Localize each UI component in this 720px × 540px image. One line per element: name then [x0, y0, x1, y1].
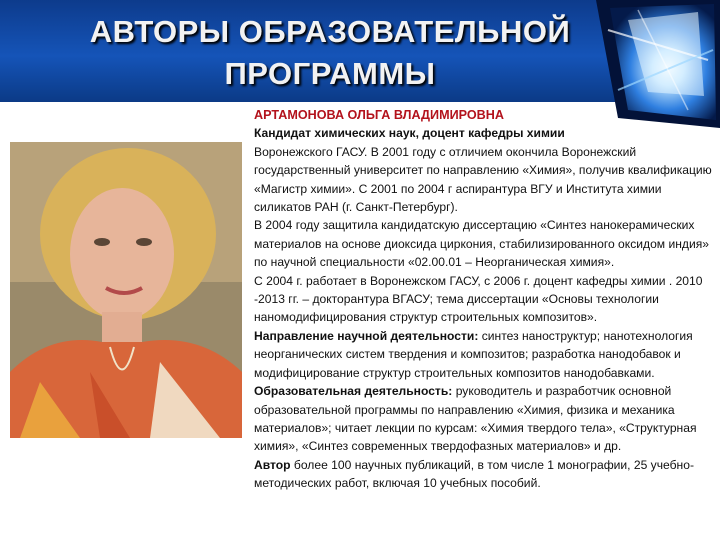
bio-paragraph-3: С 2004 г. работает в Воронежском ГАСУ, с 2006 г. доцент кафедры химии . 2010 -2013 гг. – докторантура ВГАСУ; тема диссертации «Основы технологии наномодифицирования структур строительных композитов».	[254, 273, 703, 325]
author-name: АРТАМОНОВА ОЛЬГА ВЛАДИМИРОВНА	[254, 108, 504, 122]
bio-paragraph-1: Воронежского ГАСУ. В 2001 году с отличием окончила Воронежский государственный университет по направлению «Химия», получив квалификацию «Магистр химии». С 2001 по 2004 г аспирантура ВГУ и Института химии силикатов РАН (г. Санкт-Петербург).	[254, 144, 712, 215]
author-degree: Кандидат химических наук, доцент кафедры химии	[254, 126, 565, 141]
publications-text: более 100 научных публикаций, в том числе 1 монографии, 25 учебно-методических работ, включая 10 учебных пособий.	[254, 457, 694, 491]
research-paragraph	[254, 327, 714, 382]
education-text: руководитель и разработчик основной образовательной программы по направлению «Химия, физика и механика материалов»; читает лекции по курсам: «Химия твердого тела», «Структурная химия», «Синтез современных твердофазных материалов» и др.	[254, 384, 697, 454]
bio-paragraph-2: В 2004 году защитила кандидатскую диссертацию «Синтез нанокерамических материалов на основе диоксида циркония, стабилизированного оксидом индия» по научной специальности «02.00.01 – Неорганическая химия».	[254, 218, 709, 270]
author-bio	[254, 106, 714, 493]
slide-title-line-2: ПРОГРАММЫ	[224, 56, 436, 91]
research-label: Направление научной деятельности:	[254, 328, 479, 343]
slide-title-line-1: АВТОРЫ ОБРАЗОВАТЕЛЬНОЙ	[89, 14, 571, 49]
research-text: синтез наноструктур; нанотехнология неорганических систем твердения и композитов; разработка нанодобавок и модифицирование структур строительных композитов нанодобавками.	[254, 328, 693, 380]
author-photo	[10, 142, 242, 438]
education-paragraph	[254, 382, 714, 456]
education-label: Образовательная деятельность:	[254, 384, 453, 399]
publications-label: Автор	[254, 457, 291, 472]
publications-paragraph	[254, 456, 714, 493]
